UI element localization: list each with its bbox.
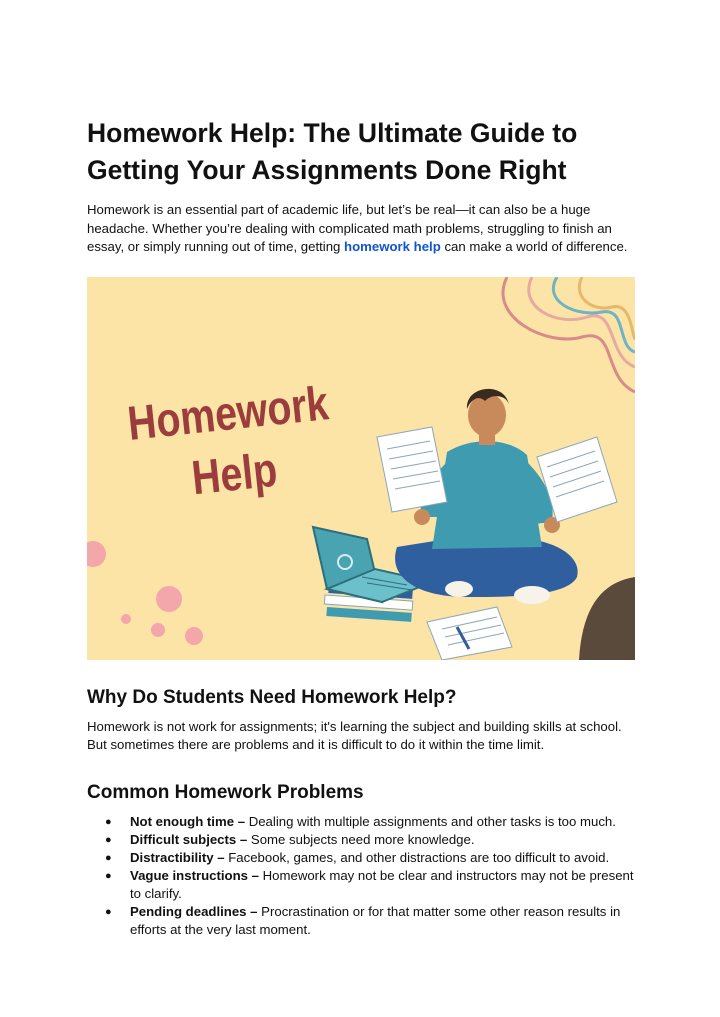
hero-image bbox=[87, 277, 635, 660]
list-item bbox=[87, 903, 635, 939]
list-item-term: Pending deadlines – bbox=[130, 903, 258, 919]
section-heading: Common Homework Problems bbox=[87, 781, 364, 803]
section-why-homework-help bbox=[87, 686, 635, 755]
section-common-problems bbox=[87, 781, 635, 939]
hero-illustration bbox=[87, 277, 635, 660]
list-item-term: Difficult subjects – bbox=[130, 831, 248, 847]
list-item-term: Vague instructions – bbox=[130, 867, 259, 883]
intro-paragraph bbox=[87, 201, 635, 257]
section-paragraph: Homework is not work for assignments; it's learning the subject and building skills at school. But sometimes there are problems and it is difficult to do it within the time limit. bbox=[87, 718, 622, 752]
list-item-text: Homework may not be clear and instructors may not be present to clarify. bbox=[130, 867, 634, 901]
intro-text-after: can make a world of difference. bbox=[440, 239, 628, 254]
list-item-text: Facebook, games, and other distractions are too difficult to avoid. bbox=[224, 849, 610, 865]
list-item bbox=[87, 813, 635, 831]
intro-text-before: Homework is an essential part of academic life, but let’s be real—it can also be a huge headache. Whether you’re dealing with complicated math problems, struggling to finish an essay, or simply running out of time, getting bbox=[87, 202, 612, 254]
list-item-text: Dealing with multiple assignments and other tasks is too much. bbox=[245, 813, 616, 829]
bullet-icon: ● bbox=[105, 833, 112, 846]
hero-title-line1: Homework bbox=[125, 376, 331, 451]
list-item-text: Procrastination or for that matter some other reason results in efforts at the very last moment. bbox=[130, 903, 621, 937]
bullet-icon: ● bbox=[105, 905, 112, 918]
hero-title-line2: Help bbox=[189, 442, 280, 505]
homework-help-link[interactable]: homework help bbox=[344, 239, 441, 254]
list-item bbox=[87, 867, 635, 903]
problems-list bbox=[87, 813, 635, 939]
page-title: Homework Help: The Ultimate Guide to Getting Your Assignments Done Right bbox=[87, 118, 578, 185]
list-item-term: Distractibility – bbox=[130, 849, 225, 865]
list-item-term: Not enough time – bbox=[130, 813, 246, 829]
bullet-icon: ● bbox=[105, 869, 112, 882]
bullet-icon: ● bbox=[105, 851, 112, 864]
bullet-icon: ● bbox=[105, 815, 112, 828]
list-item-text: Some subjects need more knowledge. bbox=[247, 831, 475, 847]
list-item bbox=[87, 831, 635, 849]
list-item bbox=[87, 849, 635, 867]
section-heading: Why Do Students Need Homework Help? bbox=[87, 686, 457, 708]
document-content bbox=[87, 115, 635, 939]
